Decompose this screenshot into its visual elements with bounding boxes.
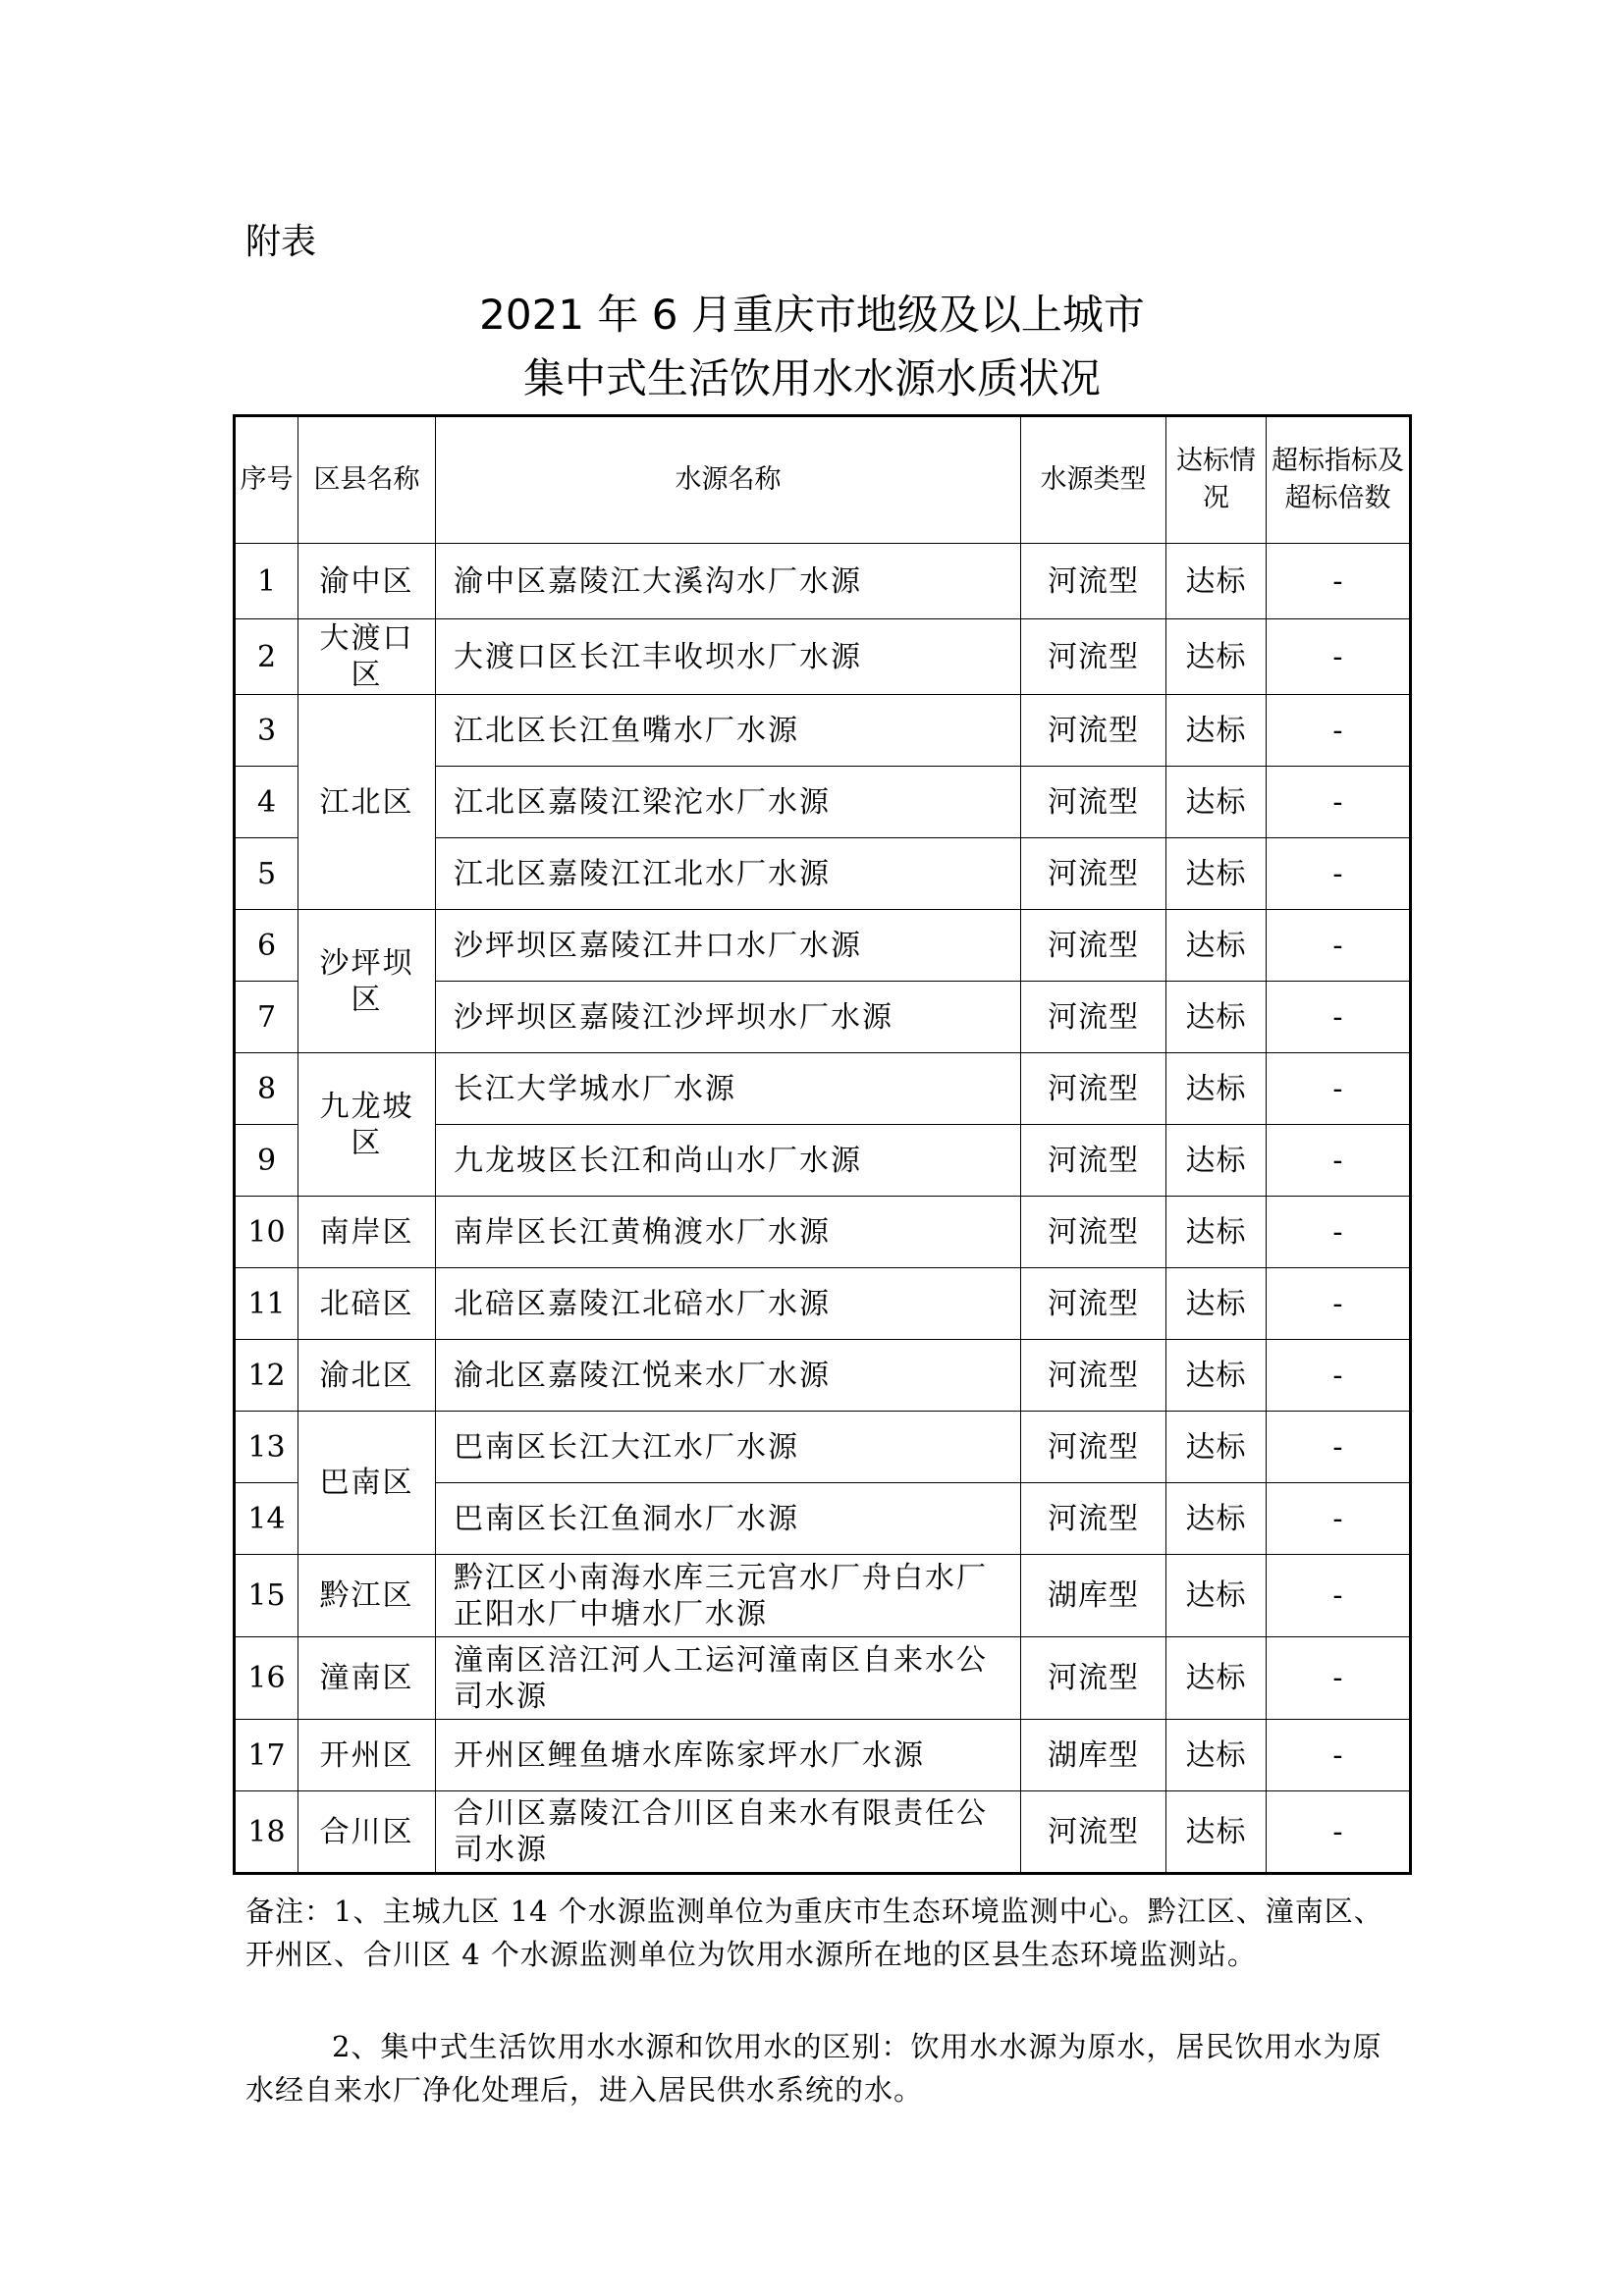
- cell-compliance: 达标: [1166, 838, 1267, 910]
- cell-seq: 4: [235, 767, 298, 838]
- cell-excess: -: [1267, 1412, 1411, 1483]
- cell-district: 合川区: [298, 1791, 436, 1874]
- cell-source-name: 九龙坡区长江和尚山水厂水源: [436, 1125, 1021, 1197]
- cell-excess: -: [1267, 1791, 1411, 1874]
- cell-source-type: 河流型: [1021, 1483, 1166, 1555]
- cell-source-name: 江北区嘉陵江江北水厂水源: [436, 838, 1021, 910]
- cell-seq: 2: [235, 619, 298, 695]
- cell-district: 沙坪坝区: [298, 910, 436, 1053]
- cell-seq: 14: [235, 1483, 298, 1555]
- cell-excess: -: [1267, 910, 1411, 982]
- cell-excess: -: [1267, 1197, 1411, 1268]
- cell-compliance: 达标: [1166, 1268, 1267, 1340]
- cell-seq: 12: [235, 1340, 298, 1412]
- cell-district: 九龙坡区: [298, 1053, 436, 1197]
- cell-seq: 13: [235, 1412, 298, 1483]
- header-excess: 超标指标及超标倍数: [1267, 416, 1411, 544]
- cell-seq: 17: [235, 1720, 298, 1791]
- cell-district: 渝北区: [298, 1340, 436, 1412]
- header-compliance: 达标情况: [1166, 416, 1267, 544]
- header-source-name: 水源名称: [436, 416, 1021, 544]
- header-seq: 序号: [235, 416, 298, 544]
- cell-source-type: 河流型: [1021, 1125, 1166, 1197]
- cell-source-name: 巴南区长江鱼洞水厂水源: [436, 1483, 1021, 1555]
- cell-source-type: 河流型: [1021, 619, 1166, 695]
- table-row: [235, 1720, 1411, 1791]
- cell-source-name: 沙坪坝区嘉陵江井口水厂水源: [436, 910, 1021, 982]
- cell-compliance: 达标: [1166, 1125, 1267, 1197]
- cell-source-type: 河流型: [1021, 695, 1166, 767]
- table-row: [235, 1340, 1411, 1412]
- cell-source-type: 河流型: [1021, 1791, 1166, 1874]
- cell-compliance: 达标: [1166, 767, 1267, 838]
- cell-source-type: 河流型: [1021, 544, 1166, 619]
- cell-source-type: 河流型: [1021, 1197, 1166, 1268]
- header-source-type: 水源类型: [1021, 416, 1166, 544]
- table-row: [235, 1791, 1411, 1874]
- cell-district: 潼南区: [298, 1637, 436, 1720]
- cell-seq: 16: [235, 1637, 298, 1720]
- cell-excess: -: [1267, 1720, 1411, 1791]
- cell-seq: 3: [235, 695, 298, 767]
- water-quality-table: [233, 414, 1412, 1875]
- cell-excess: -: [1267, 1340, 1411, 1412]
- cell-source-type: 河流型: [1021, 838, 1166, 910]
- cell-district: 南岸区: [298, 1197, 436, 1268]
- cell-compliance: 达标: [1166, 982, 1267, 1053]
- table-row: [235, 1053, 1411, 1125]
- document-title-line1: 2021 年 6 月重庆市地级及以上城市: [479, 291, 1145, 339]
- cell-source-type: 河流型: [1021, 910, 1166, 982]
- cell-district: 巴南区: [298, 1412, 436, 1555]
- table-row: [235, 1197, 1411, 1268]
- cell-compliance: 达标: [1166, 910, 1267, 982]
- cell-compliance: 达标: [1166, 1637, 1267, 1720]
- cell-seq: 1: [235, 544, 298, 619]
- cell-excess: -: [1267, 1125, 1411, 1197]
- cell-compliance: 达标: [1166, 1720, 1267, 1791]
- cell-source-type: 河流型: [1021, 982, 1166, 1053]
- cell-excess: -: [1267, 1637, 1411, 1720]
- cell-source-type: 河流型: [1021, 1053, 1166, 1125]
- table-row: [235, 1637, 1411, 1720]
- cell-compliance: 达标: [1166, 1197, 1267, 1268]
- cell-compliance: 达标: [1166, 544, 1267, 619]
- table-row: [235, 1268, 1411, 1340]
- cell-source-name: 合川区嘉陵江合川区自来水有限责任公司水源: [436, 1791, 1021, 1874]
- document-title-line2: 集中式生活饮用水水源水质状况: [522, 354, 1101, 402]
- cell-source-name: 长江大学城水厂水源: [436, 1053, 1021, 1125]
- cell-excess: -: [1267, 695, 1411, 767]
- cell-source-type: 河流型: [1021, 767, 1166, 838]
- appendix-label: 附表: [245, 222, 317, 262]
- cell-source-name: 开州区鲤鱼塘水库陈家坪水厂水源: [436, 1720, 1021, 1791]
- cell-compliance: 达标: [1166, 1555, 1267, 1637]
- cell-excess: -: [1267, 1268, 1411, 1340]
- cell-compliance: 达标: [1166, 695, 1267, 767]
- cell-district: 大渡口区: [298, 619, 436, 695]
- note-2: 2、集中式生活饮用水水源和饮用水的区别：饮用水水源为原水，居民饮用水为原水经自来水厂净化处理后，进入居民供水系统的水。: [245, 2030, 1382, 2107]
- cell-compliance: 达标: [1166, 1412, 1267, 1483]
- cell-source-name: 大渡口区长江丰收坝水厂水源: [436, 619, 1021, 695]
- cell-district: 北碚区: [298, 1268, 436, 1340]
- cell-source-name: 沙坪坝区嘉陵江沙坪坝水厂水源: [436, 982, 1021, 1053]
- cell-compliance: 达标: [1166, 1791, 1267, 1874]
- cell-excess: -: [1267, 1555, 1411, 1637]
- table-row: [235, 619, 1411, 695]
- cell-source-type: 河流型: [1021, 1268, 1166, 1340]
- table-header-row: [235, 416, 1411, 544]
- cell-source-name: 渝中区嘉陵江大溪沟水厂水源: [436, 544, 1021, 619]
- cell-source-name: 渝北区嘉陵江悦来水厂水源: [436, 1340, 1021, 1412]
- cell-compliance: 达标: [1166, 1053, 1267, 1125]
- cell-source-type: 湖库型: [1021, 1720, 1166, 1791]
- cell-source-type: 河流型: [1021, 1637, 1166, 1720]
- cell-district: 开州区: [298, 1720, 436, 1791]
- header-district: 区县名称: [298, 416, 436, 544]
- note-1: 备注：1、主城九区 14 个水源监测单位为重庆市生态环境监测中心。黔江区、潼南区、开州区、合川区 4 个水源监测单位为饮用水源所在地的区县生态环境监测站。: [245, 1895, 1383, 1971]
- cell-excess: -: [1267, 767, 1411, 838]
- cell-source-type: 河流型: [1021, 1412, 1166, 1483]
- cell-source-type: 湖库型: [1021, 1555, 1166, 1637]
- cell-compliance: 达标: [1166, 1340, 1267, 1412]
- cell-excess: -: [1267, 982, 1411, 1053]
- cell-seq: 8: [235, 1053, 298, 1125]
- cell-excess: -: [1267, 1483, 1411, 1555]
- table-row: [235, 1555, 1411, 1637]
- cell-excess: -: [1267, 838, 1411, 910]
- cell-source-name: 南岸区长江黄桷渡水厂水源: [436, 1197, 1021, 1268]
- cell-district: 渝中区: [298, 544, 436, 619]
- table-row: [235, 695, 1411, 767]
- cell-seq: 18: [235, 1791, 298, 1874]
- cell-excess: -: [1267, 619, 1411, 695]
- cell-source-name: 江北区嘉陵江梁沱水厂水源: [436, 767, 1021, 838]
- cell-seq: 6: [235, 910, 298, 982]
- cell-source-name: 黔江区小南海水库三元宫水厂舟白水厂正阳水厂中塘水厂水源: [436, 1555, 1021, 1637]
- cell-excess: -: [1267, 1053, 1411, 1125]
- cell-excess: -: [1267, 544, 1411, 619]
- cell-seq: 10: [235, 1197, 298, 1268]
- table-row: [235, 910, 1411, 982]
- table-row: [235, 544, 1411, 619]
- cell-source-name: 北碚区嘉陵江北碚水厂水源: [436, 1268, 1021, 1340]
- cell-seq: 9: [235, 1125, 298, 1197]
- cell-compliance: 达标: [1166, 1483, 1267, 1555]
- cell-source-name: 江北区长江鱼嘴水厂水源: [436, 695, 1021, 767]
- cell-seq: 11: [235, 1268, 298, 1340]
- cell-compliance: 达标: [1166, 619, 1267, 695]
- cell-seq: 15: [235, 1555, 298, 1637]
- cell-seq: 7: [235, 982, 298, 1053]
- cell-source-type: 河流型: [1021, 1340, 1166, 1412]
- cell-district: 江北区: [298, 695, 436, 910]
- cell-source-name: 巴南区长江大江水厂水源: [436, 1412, 1021, 1483]
- cell-source-name: 潼南区涪江河人工运河潼南区自来水公司水源: [436, 1637, 1021, 1720]
- cell-district: 黔江区: [298, 1555, 436, 1637]
- table-row: [235, 1412, 1411, 1483]
- cell-seq: 5: [235, 838, 298, 910]
